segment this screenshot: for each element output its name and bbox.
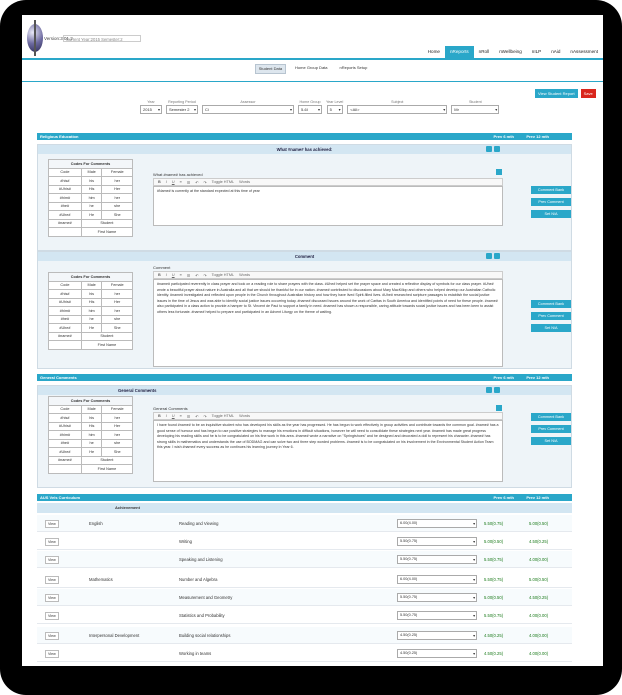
curriculum-row [37, 551, 572, 568]
grade-select[interactable]: 5.50(0.75) ▾ [397, 593, 477, 602]
curriculum-row [37, 645, 572, 662]
prev-6-value: 5.00(0.50) [484, 595, 504, 600]
code-cell: she [102, 202, 133, 211]
main-nav [423, 46, 603, 58]
code-cell: #name# [49, 456, 82, 465]
view-button[interactable]: View [45, 612, 59, 620]
bold-icon[interactable]: B [158, 414, 161, 418]
comment-bank-button[interactable]: Comment Bank [531, 186, 571, 194]
filter-year [140, 100, 162, 114]
top-bar [22, 15, 603, 60]
side-buttons [531, 300, 571, 332]
panel-header [38, 386, 571, 395]
prev-12-value: 5.00(0.50) [529, 521, 549, 526]
section-title: AUS Vels Curriculum [40, 495, 81, 500]
strand-label: Number and Algebra [179, 577, 218, 582]
ordered-list-icon[interactable]: ☰ [186, 273, 191, 278]
prev-12-value: 4.00(0.00) [529, 651, 549, 656]
prev-12-value: 4.50(0.25) [529, 539, 549, 544]
divider [22, 81, 603, 82]
filter-label: Year [147, 100, 155, 104]
prev-6-value: 4.50(0.25) [484, 633, 504, 638]
comment-panel [37, 251, 572, 369]
code-cell: First Name [81, 341, 132, 350]
code-cell: She [102, 448, 133, 457]
code-cell: #him# [49, 431, 82, 440]
strand-label: Working in teams [179, 651, 212, 656]
grade-select[interactable]: 5.50(0.75) ▾ [397, 555, 477, 564]
code-cell: #Uhe# [49, 448, 82, 457]
prev-comment-button[interactable]: Prev Comment [531, 425, 571, 433]
code-cell: him [81, 194, 102, 203]
section-title: Religious Education [40, 134, 79, 139]
ordered-list-icon[interactable]: ☰ [186, 180, 191, 185]
underline-icon[interactable]: U [171, 273, 175, 277]
editor-toolbar [153, 412, 503, 420]
copy-icon[interactable] [486, 146, 492, 152]
curriculum-row [37, 627, 572, 644]
codes-head: Code [49, 405, 82, 414]
codes-table [48, 159, 133, 237]
filter-label: Assessor [240, 100, 256, 104]
achievement-header: Achievement [37, 503, 572, 513]
code-cell: Student [81, 332, 132, 341]
toggle-html-button[interactable]: Toggle HTML [211, 273, 235, 277]
code-cell: her [102, 414, 133, 423]
code-cell: #Uhe# [49, 211, 82, 220]
view-button[interactable]: View [45, 650, 59, 658]
filter-student [451, 100, 499, 114]
nav-nwellbeing[interactable]: nWellbeing [499, 49, 522, 54]
period-select[interactable]: Semester 2 ▾ [166, 105, 198, 114]
curriculum-row [37, 515, 572, 532]
toggle-html-button[interactable]: Toggle HTML [211, 414, 235, 418]
sub-nav [22, 60, 603, 74]
prev-12-label: Prev 12 mth [526, 375, 549, 380]
curriculum-row [37, 589, 572, 606]
strand-label: Building social relationships [179, 633, 231, 638]
strand-label: Writing [179, 539, 192, 544]
redo-icon[interactable]: ↷ [203, 414, 207, 419]
code-cell: #name# [49, 219, 82, 228]
homegroup-select[interactable]: 5-6I ▾ [298, 105, 322, 114]
prev-12-value: 5.00(0.50) [529, 577, 549, 582]
code-cell: her [102, 290, 133, 299]
filter-yearlevel [326, 100, 343, 114]
logo-icon [27, 24, 43, 52]
code-cell: He [81, 448, 102, 457]
code-cell: #he# [49, 202, 82, 211]
code-cell: First Name [81, 228, 132, 237]
subnav-home-group-data[interactable]: Home Group Data [295, 65, 328, 70]
ordered-list-icon[interactable]: ☰ [186, 414, 191, 419]
list-icon[interactable]: ≡ [179, 273, 182, 277]
action-buttons [535, 89, 596, 98]
filter-label: Student [468, 100, 482, 104]
code-cell: His [81, 185, 102, 194]
italic-icon[interactable]: I [165, 180, 167, 184]
code-cell: Her [102, 298, 133, 307]
prev-6-value: 5.50(0.75) [484, 613, 504, 618]
code-cell: Her [102, 185, 133, 194]
toggle-html-button[interactable]: Toggle HTML [211, 180, 235, 184]
undo-icon[interactable]: ↶ [195, 180, 199, 185]
editor-label: What #name# has achieved [153, 172, 203, 177]
view-button[interactable]: View [45, 576, 59, 584]
prev-6-label: Prev 6 mth [493, 495, 514, 500]
filter-subject [347, 100, 447, 114]
filter-label: Year Level [326, 100, 344, 104]
strand-label: Measurement and Geometry [179, 595, 233, 600]
undo-icon[interactable]: ↶ [195, 273, 199, 278]
code-cell: First Name [81, 465, 132, 474]
copy-icon[interactable] [486, 387, 492, 393]
prev-12-label: Prev 12 mth [526, 134, 549, 139]
editor-label: Comment [153, 265, 171, 270]
word-count: Words [239, 273, 251, 277]
prev-12-value: 4.50(0.25) [529, 595, 549, 600]
filter-assessor [202, 100, 294, 114]
view-button[interactable]: View [45, 556, 59, 564]
code-cell: Student [81, 219, 132, 228]
grade-select[interactable]: 6.00(4.00) ▾ [397, 575, 477, 584]
achieved-panel [37, 144, 572, 251]
codes-head: Male [81, 281, 102, 290]
codes-head: Male [81, 405, 102, 414]
comment-editor [153, 265, 503, 367]
grade-select[interactable]: 6.00(4.00) ▾ [397, 519, 477, 528]
curriculum-row [37, 533, 572, 550]
grade-select[interactable]: 4.50(0.25) ▾ [397, 649, 477, 658]
subject-select[interactable]: <All> ▾ [347, 105, 447, 114]
student-select[interactable]: Mr ▾ [451, 105, 499, 114]
editor-label: General Comments [153, 406, 188, 411]
code-cell: her [102, 431, 133, 440]
code-cell: #Uhis# [49, 185, 82, 194]
codes-head: Female [102, 168, 133, 177]
view-report-button[interactable]: View Student Report [535, 89, 578, 98]
code-cell: him [81, 307, 102, 316]
code-cell: her [102, 177, 133, 186]
redo-icon[interactable]: ↷ [203, 273, 207, 278]
comment-bank-button[interactable]: Comment Bank [531, 300, 571, 308]
nav-nroll[interactable]: nRoll [478, 49, 490, 54]
assessor-select[interactable]: Ci ▾ [202, 105, 294, 114]
set-na-button[interactable]: Set N/A [531, 210, 571, 218]
codes-title: Codes For Comments [49, 273, 133, 282]
version-label: Version:3.01.2 [44, 36, 73, 41]
code-cell: She [102, 324, 133, 333]
section-religious-education [37, 133, 572, 140]
section-title: General Comments [40, 375, 77, 380]
prev-comment-button[interactable]: Prev Comment [531, 312, 571, 320]
prev-12-value: 4.00(0.00) [529, 633, 549, 638]
code-cell: he [81, 202, 102, 211]
codes-head: Code [49, 281, 82, 290]
filter-bar [140, 100, 499, 114]
code-cell: His [81, 298, 102, 307]
set-na-button[interactable]: Set N/A [531, 324, 571, 332]
panel-title: General Comments [118, 388, 157, 393]
prev-6-label: Prev 6 mth [493, 375, 514, 380]
general-editor [153, 406, 503, 482]
code-cell: her [102, 307, 133, 316]
curriculum-row [37, 571, 572, 588]
bold-icon[interactable]: B [158, 180, 161, 184]
bold-icon[interactable]: B [158, 273, 161, 277]
code-cell: #Uhis# [49, 422, 82, 431]
redo-icon[interactable]: ↷ [203, 180, 207, 185]
code-cell: #Uhis# [49, 298, 82, 307]
code-cell: Student [81, 456, 132, 465]
curriculum-row [37, 607, 572, 624]
filter-label: Subject [391, 100, 404, 104]
codes-head: Code [49, 168, 82, 177]
code-cell: #his# [49, 414, 82, 423]
area-label: Interpersonal Development [89, 633, 140, 638]
year-select[interactable]: 2015 ▾ [140, 105, 162, 114]
prev-6-value: 5.50(0.75) [484, 521, 504, 526]
code-cell: #he# [49, 439, 82, 448]
code-cell: #Uhe# [49, 324, 82, 333]
copy-icon[interactable] [486, 253, 492, 259]
edit-icon[interactable] [494, 146, 500, 152]
list-icon[interactable]: ≡ [179, 414, 182, 418]
yearlevel-select[interactable]: 5 ▾ [327, 105, 343, 114]
editor-toolbar [153, 178, 503, 186]
strand-label: Statistics and Probability [179, 613, 225, 618]
italic-icon[interactable]: I [165, 414, 167, 418]
prev-6-value: 4.50(0.25) [484, 651, 504, 656]
code-cell: #name# [49, 332, 82, 341]
side-buttons [531, 413, 571, 445]
filter-homegroup [298, 100, 322, 114]
panel-title: What #name# has achieved: [276, 147, 333, 152]
view-button[interactable]: View [45, 538, 59, 546]
code-cell: he [81, 315, 102, 324]
filter-period [166, 100, 198, 114]
panel-header [38, 252, 571, 261]
nav-naid[interactable]: nAid [551, 49, 561, 54]
editor-toolbar [153, 271, 503, 279]
prev-6-value: 5.50(0.75) [484, 577, 504, 582]
nav-home[interactable]: Home [427, 49, 440, 54]
nav-nassessment[interactable]: nAssessment [570, 49, 598, 54]
word-count: Words [239, 180, 251, 184]
codes-title: Codes For Comments [49, 397, 133, 406]
codes-head: Male [81, 168, 102, 177]
list-icon[interactable]: ≡ [179, 180, 182, 184]
comment-bank-button[interactable]: Comment Bank [531, 413, 571, 421]
edit-icon[interactable] [494, 387, 500, 393]
codes-head: Female [102, 281, 133, 290]
current-year-field: Current Year:2015 Semester:2 [63, 35, 141, 42]
code-cell: his [81, 414, 102, 423]
grade-select[interactable]: 5.50(0.75) ▾ [397, 537, 477, 546]
nav-nreports[interactable]: nReports [445, 46, 474, 58]
subnav-student-data[interactable]: Student Data [255, 64, 286, 74]
nav-nilp[interactable]: nILP [531, 49, 542, 54]
edit-icon[interactable] [494, 253, 500, 259]
code-cell: He [81, 324, 102, 333]
code-cell: #him# [49, 307, 82, 316]
code-cell: #him# [49, 194, 82, 203]
view-button[interactable]: View [45, 632, 59, 640]
code-cell: His [81, 422, 102, 431]
code-cell: #his# [49, 177, 82, 186]
prev-6-value: 5.50(0.75) [484, 557, 504, 562]
achieved-editor [153, 172, 503, 226]
view-button[interactable]: View [45, 520, 59, 528]
area-label: English [89, 521, 103, 526]
subnav-nreports-setup[interactable]: nReports Setup [339, 65, 368, 70]
prev-12-value: 4.00(0.00) [529, 557, 549, 562]
general-textarea[interactable]: I have found #name# to be an inquisitive student who has developed his skills as the year has progressed. He has begun to work effectively in group activities and contribute towards the common goal. #name# has a good sense of humour and has begun to use positive strategies to manage his emotions in difficult situations, however he will need to consolidate these strategies next year. #name# has made great progress developing his reading skills and he is to be congratulated on his fine work in this area. #name# wrote a narrative on "Springtshoes" and he designed and decorated a doll to represent his character. #name# has strong skills in mathematics and understands the use of BODMAG and can solve two and three step worded problems. #name# is to be congratulated on his involvement in the Environmental Student Action Team this year. I wish #name# every success as he continues his learning journey in Year 6. [153, 420, 503, 482]
area-label: Mathematics [89, 577, 113, 582]
code-cell: He [81, 211, 102, 220]
strand-label: Reading and Viewing [179, 521, 219, 526]
section-aus-vels [37, 494, 572, 501]
code-cell: she [102, 439, 133, 448]
general-comments-panel [37, 385, 572, 488]
code-cell: his [81, 177, 102, 186]
prev-comment-button[interactable]: Prev Comment [531, 198, 571, 206]
set-na-button[interactable]: Set N/A [531, 437, 571, 445]
prev-6-label: Prev 6 mth [493, 134, 514, 139]
prev-12-value: 4.00(0.00) [529, 613, 549, 618]
prev-6-value: 5.00(0.50) [484, 539, 504, 544]
section-general-comments [37, 374, 572, 381]
prev-12-label: Prev 12 mth [526, 495, 549, 500]
italic-icon[interactable]: I [165, 273, 167, 277]
achieved-textarea[interactable]: #Name# is currently at the standard expected at this time of year [153, 186, 503, 226]
code-cell: her [102, 194, 133, 203]
code-cell: she [102, 315, 133, 324]
underline-icon[interactable]: U [171, 180, 175, 184]
comment-textarea[interactable]: #name# participated reverently in class prayer and took on a reading role to share prayers with the class. #Uhe# helped set the prayer space and created a reflective display of symbols for our class prayer. #Uhe# wrote a beautiful prayer about nature in Australia and all that we should be thankful for in our nation. #name# contributed to discussions about Mary MacKillop and others who helped develop our Australian Catholic identity. #name# investigated and reflected upon people in the Church throughout Australian history and how they have lived Spirit-filled lives. #Uhe# researched scripture passages to establish the social justice issues in the time of Jesus and was able to identify social justice issues occurring today. #name# discussed issues around the work of Caritas in South America and identified points of need for these people. #name# also participated in a class action to provide a hamper to St. Vincent de Paul to support a family in need. #name# has shown a responsible, caring attitude towards social justice issues and has been keen to assist others less fortunate. #name# helped to prepare and participated in an Advent Liturgy on the theme of waiting. [153, 279, 503, 367]
filter-label: Home Group [299, 100, 321, 104]
codes-head: Female [102, 405, 133, 414]
underline-icon[interactable]: U [171, 414, 175, 418]
view-button[interactable]: View [45, 594, 59, 602]
grade-select[interactable]: 5.50(0.75) ▾ [397, 611, 477, 620]
code-cell: #he# [49, 315, 82, 324]
filter-label: Reporting Period [168, 100, 196, 104]
code-cell: Her [102, 422, 133, 431]
code-cell: him [81, 431, 102, 440]
codes-title: Codes For Comments [49, 160, 133, 169]
grade-select[interactable]: 4.50(0.25) ▾ [397, 631, 477, 640]
side-buttons [531, 186, 571, 218]
panel-header [38, 145, 571, 154]
codes-table [48, 396, 133, 474]
save-button[interactable]: Save [581, 89, 596, 98]
code-cell: he [81, 439, 102, 448]
code-cell: She [102, 211, 133, 220]
code-cell: his [81, 290, 102, 299]
code-cell: #his# [49, 290, 82, 299]
panel-title: Comment [294, 254, 315, 259]
undo-icon[interactable]: ↶ [195, 414, 199, 419]
codes-table [48, 272, 133, 350]
strand-label: Speaking and Listening [179, 557, 223, 562]
word-count: Words [239, 414, 251, 418]
